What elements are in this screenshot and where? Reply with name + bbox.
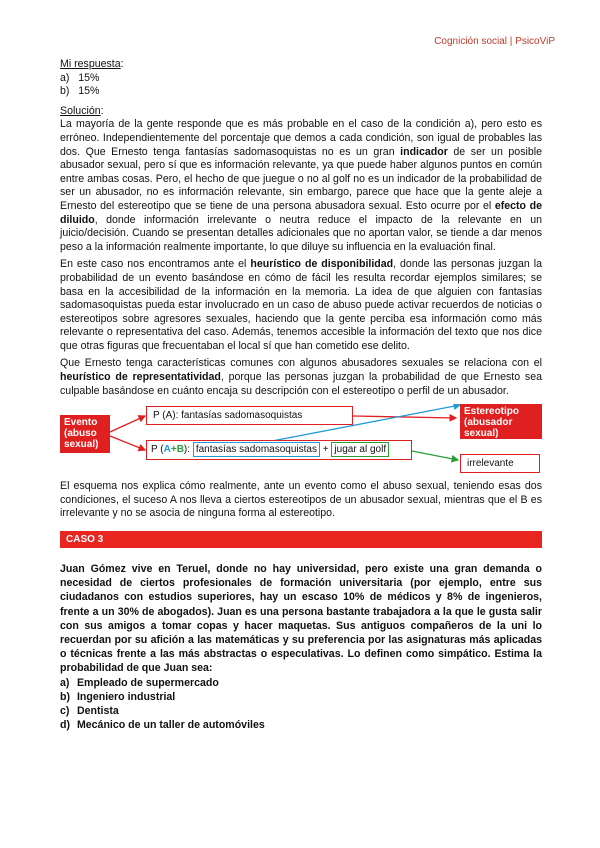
heuristics-diagram — [60, 404, 542, 476]
irrelevante-box: irrelevante — [460, 454, 540, 473]
page-header: Cognición social | PsicoViP — [434, 36, 555, 47]
option-a: a) Empleado de supermercado — [60, 676, 219, 689]
pab-a-text: fantasías sadomasoquistas — [193, 442, 320, 457]
arrow-evento-pab — [110, 436, 145, 450]
arrow-pa-estereotipo — [353, 416, 456, 418]
page-content — [60, 58, 542, 732]
answer-b: b) 15% — [60, 85, 100, 98]
option-d: d) Mecánico de un taller de automóviles — [60, 719, 265, 732]
diagram-explanation: El esquema nos explica cómo realmente, ante un evento como el abuso sexual, teniendo esas dos condiciones, el suceso A nos lleva a ciertos estereotipos de un abusador sexual, mientras que el B es irrelevante y no se asocia de ninguna forma al estereotipo. — [60, 480, 542, 520]
case-3-options — [60, 676, 542, 733]
answer-a: a) 15% — [60, 71, 100, 84]
mi-respuesta-label: Mi respuesta: — [60, 58, 124, 70]
case-3-header: CASO 3 — [60, 531, 542, 548]
solution-paragraph-2: En este caso nos encontramos ante el heurístico de disponibilidad, donde las personas juzgan la probabilidad de un evento basándose en cómo de fácil les resulta recordar ejemplos similares; se basa en la accesibilidad de la información en la memoria. La idea de que alguien con fantasías sadomasoquistas pueda estar involucrado en un caso de abuso puede activar recuerdos de noticias o estereotipos sobre agresores sexuales, haciendo que la gente perciba esa información como más relevante o representativa del caso. Además, tenemos accesible la información del texto que nos dice que otras figuras que frecuentaban el local sí que han cometido ese delito. — [60, 258, 542, 352]
solution-paragraph-1: La mayoría de la gente responde que es más probable en el caso de la condición a), pero esto es erróneo. Independientemente del porcentaje que demos a cada condición, son igual de probables las dos. Que Ernesto tenga fantasías sadomasoquistas no es un gran indicador de ser un posible abusador sexual, pero sí que es información relevante, ya que puede haber algunos puntos en común entre ambas cosas. Pero, el hecho de que juegue o no al golf no es un indicador de la probabilidad de ser un abusador, no es información relevante, sin embargo, parece que hace que la gente aleje a Ernesto del estereotipo que se tiene de una persona abusadora sexual. Esto ocurre por el efecto de diluido, donde información irrelevante o neutra reduce el impacto de la relevante en un juicio/decisión. Cuando se presentan detalles adicionales que no aportan valor, se tiende a dar menos peso a la información realmente importante, lo que diluye su influencia en la evaluación final. — [60, 118, 542, 253]
case-3-statement: Juan Gómez vive en Teruel, donde no hay universidad, pero existe una gran demanda o necesidad de ciertos profesionales de formación universitaria (por ejemplo, entre sus ciudadanos con estudios superiores, hay un escaso 10% de médicos y 8% de ingenieros, frente a un 30% de abogados). Juan es una persona bastante trabajadora a la que le gusta salir con sus amigos a tomar copas y hacer maquetas. Sus antiguos compañeros de la uni lo recuerdan por su afición a las matemáticas y su preferencia por las asignaturas más aplicadas o técnicas frente a las más abstractas o especulativas. Lo definen como simpático. Estima la probabilidad de que Juan sea: — [60, 563, 542, 675]
option-b: b) Ingeniero industrial — [60, 690, 176, 703]
pab-b-text: jugar al golf — [331, 442, 389, 457]
pab-box: P (A+B): fantasías sadomasoquistas + jugar al golf — [146, 440, 412, 460]
solution-paragraph-3: Que Ernesto tenga características comunes con algunos abusadores sexuales se relaciona con el heurístico de representatividad, porque las personas juzgan la probabilidad de que Ernesto sea culpable basándose en cuánto encaja su descripción con el estereotipo o perfil de un abusador. — [60, 357, 542, 397]
solucion-label: Solución: — [60, 104, 104, 117]
option-c: c) Dentista — [60, 705, 119, 718]
evento-box: Evento (abuso sexual) — [60, 415, 110, 453]
estereotipo-box: Estereotipo (abusador sexual) — [460, 404, 542, 439]
arrow-b-irrelevante — [412, 451, 458, 460]
pa-box: P (A): fantasías sadomasoquistas — [146, 406, 353, 425]
arrow-evento-pa — [110, 416, 145, 432]
